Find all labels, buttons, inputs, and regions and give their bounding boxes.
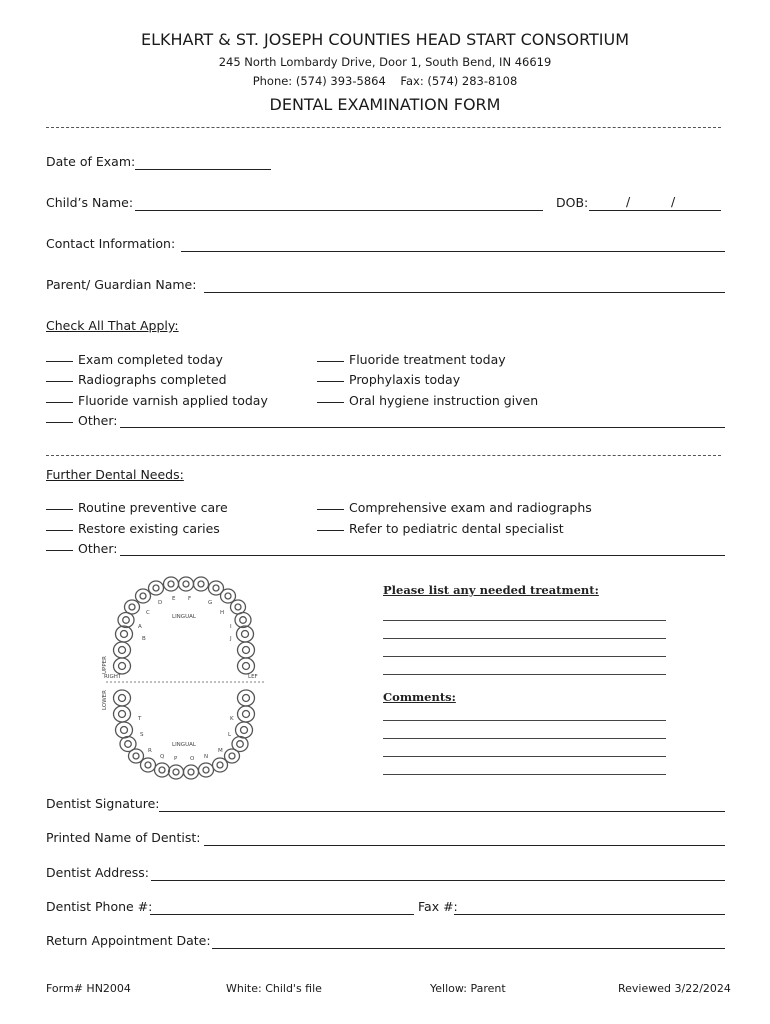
check-item-left-3[interactable]: Fluoride varnish applied today: [46, 393, 268, 408]
check-all-title: Check All That Apply:: [46, 318, 179, 333]
dob-field[interactable]: [589, 210, 721, 211]
dentist-phone-label: Dentist Phone #:: [46, 899, 153, 914]
org-address: 245 North Lombardy Drive, Door 1, South Bend, IN 46619: [218, 55, 552, 69]
treatment-line-1[interactable]: [383, 620, 666, 621]
dentist-address-field[interactable]: [151, 880, 725, 881]
check-item-right-1[interactable]: Fluoride treatment today: [317, 352, 506, 367]
tooth-letter-q: Q: [160, 754, 165, 760]
further-other[interactable]: Other:: [46, 541, 117, 556]
dentist-printed-name-label: Printed Name of Dentist:: [46, 830, 201, 845]
comments-line-3[interactable]: [383, 756, 666, 757]
treatment-line-3[interactable]: [383, 656, 666, 657]
tooth-letter-k: K: [230, 716, 234, 722]
form-title: DENTAL EXAMINATION FORM: [269, 95, 501, 114]
guardian-label: Parent/ Guardian Name:: [46, 277, 197, 292]
dob-slash-2: /: [671, 194, 676, 209]
check-item-right-3[interactable]: Oral hygiene instruction given: [317, 393, 538, 408]
return-appointment-field[interactable]: [212, 948, 725, 949]
org-contact: Phone: (574) 393-5864 Fax: (574) 283-8108: [252, 74, 518, 88]
tooth-letter-o: O: [190, 756, 195, 762]
footer-form-number: Form# HN2004: [46, 982, 131, 995]
tooth-letter-s: S: [140, 732, 144, 738]
tooth-letter-p: P: [174, 756, 178, 762]
left-label: LEF: [248, 674, 258, 680]
comments-label: Comments:: [383, 690, 456, 704]
lingual-bottom-label: LINGUAL: [172, 742, 196, 748]
further-needs-title: Further Dental Needs:: [46, 467, 184, 482]
check-other-field[interactable]: [120, 427, 725, 428]
divider-middle: [46, 455, 721, 456]
further-other-field[interactable]: [120, 555, 725, 556]
treatment-line-4[interactable]: [383, 674, 666, 675]
tooth-letter-j: J: [230, 636, 232, 642]
child-name-label: Child’s Name:: [46, 195, 134, 210]
tooth-letter-b: B: [142, 636, 146, 642]
check-item-left-1[interactable]: Exam completed today: [46, 352, 223, 367]
comments-line-1[interactable]: [383, 720, 666, 721]
check-item-left-2[interactable]: Radiographs completed: [46, 372, 227, 387]
tooth-letter-h: H: [220, 610, 225, 616]
org-name: ELKHART & ST. JOSEPH COUNTIES HEAD START CONSORTIUM: [140, 30, 630, 49]
dentist-fax-field[interactable]: [454, 914, 725, 915]
divider-top: [46, 127, 721, 128]
tooth-letter-d: D: [158, 600, 163, 606]
date-of-exam-field[interactable]: [135, 169, 271, 170]
tooth-letter-i: I: [230, 624, 232, 630]
dentist-fax-label: Fax #:: [418, 899, 458, 914]
tooth-letter-f: F: [188, 596, 192, 602]
further-item-right-1[interactable]: Comprehensive exam and radiographs: [317, 500, 592, 515]
comments-line-4[interactable]: [383, 774, 666, 775]
dentist-address-label: Dentist Address:: [46, 865, 149, 880]
tooth-letter-r: R: [148, 748, 152, 754]
needed-treatment-label: Please list any needed treatment:: [383, 583, 599, 597]
further-item-left-2[interactable]: Restore existing caries: [46, 521, 220, 536]
tooth-chart-outline: [106, 577, 264, 779]
check-other[interactable]: Other:: [46, 413, 117, 428]
dentist-phone-field[interactable]: [150, 914, 414, 915]
upper-label: UPPER: [102, 656, 108, 674]
child-name-field[interactable]: [135, 210, 543, 211]
further-item-left-1[interactable]: Routine preventive care: [46, 500, 228, 515]
footer-yellow-copy: Yellow: Parent: [430, 982, 506, 995]
comments-line-2[interactable]: [383, 738, 666, 739]
footer-reviewed-date: Reviewed 3/22/2024: [618, 982, 731, 995]
dob-label: DOB:: [556, 195, 589, 210]
footer-white-copy: White: Child's file: [226, 982, 322, 995]
guardian-field[interactable]: [204, 292, 725, 293]
tooth-letter-m: M: [218, 748, 223, 754]
dob-slash-1: /: [626, 194, 631, 209]
dentist-signature-label: Dentist Signature:: [46, 796, 160, 811]
lingual-top-label: LINGUAL: [172, 614, 196, 620]
tooth-letter-l: L: [228, 732, 232, 738]
tooth-letter-e: E: [172, 596, 176, 602]
tooth-letter-t: T: [138, 716, 142, 722]
right-label: RIGHT: [104, 674, 122, 680]
return-appointment-label: Return Appointment Date:: [46, 933, 211, 948]
lower-label: LOWER: [102, 690, 108, 710]
check-item-right-2[interactable]: Prophylaxis today: [317, 372, 460, 387]
tooth-letter-a: A: [138, 624, 142, 630]
contact-info-field[interactable]: [181, 251, 725, 252]
dentist-printed-name-field[interactable]: [204, 845, 725, 846]
tooth-letter-c: C: [146, 610, 150, 616]
date-of-exam-label: Date of Exam:: [46, 154, 136, 169]
tooth-letter-n: N: [204, 754, 209, 760]
tooth-chart: [100, 574, 280, 784]
treatment-line-2[interactable]: [383, 638, 666, 639]
tooth-letter-g: G: [208, 600, 213, 606]
further-item-right-2[interactable]: Refer to pediatric dental specialist: [317, 521, 564, 536]
dentist-signature-field[interactable]: [159, 811, 725, 812]
contact-info-label: Contact Information:: [46, 236, 176, 251]
